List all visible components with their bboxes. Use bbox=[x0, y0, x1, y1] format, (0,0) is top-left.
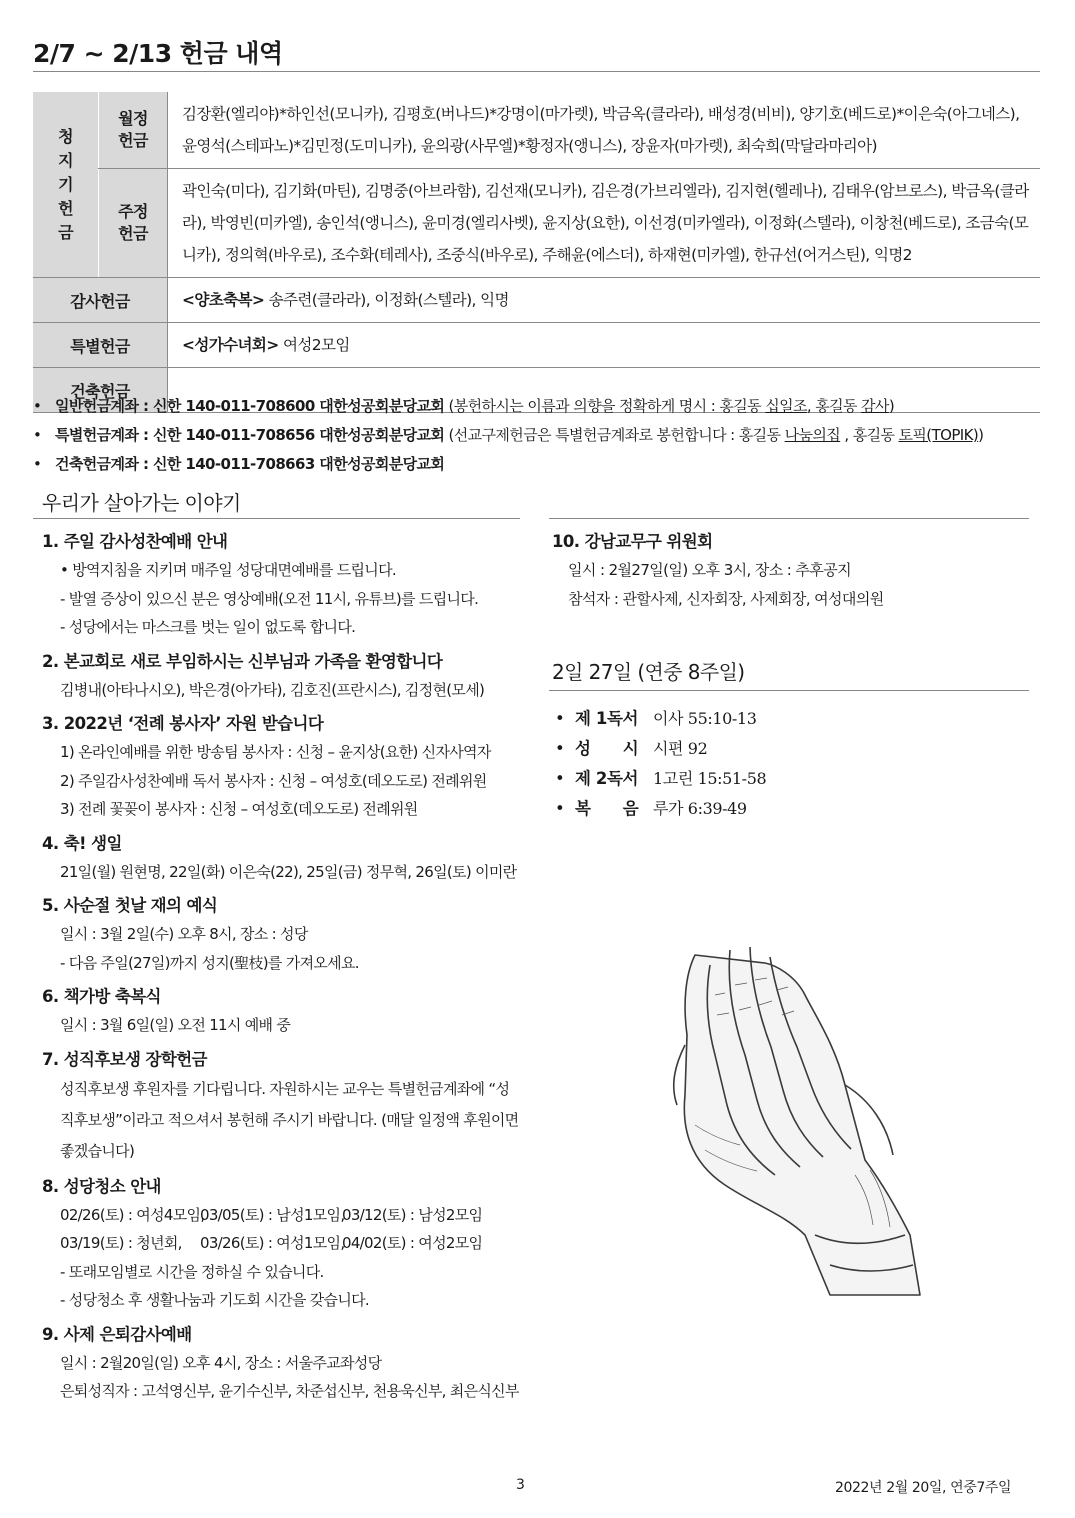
item-title: 2. 본교회로 새로 부임하시는 신부님과 가족을 환영합니다 bbox=[42, 651, 443, 671]
reading-row: • 성 시 시편 92 bbox=[555, 739, 708, 758]
item-line: 일시 : 2월20일(일) 오후 4시, 장소 : 서울주교좌성당 bbox=[60, 1353, 382, 1372]
item-line: • 방역지침을 지키며 매주일 성당대면예배를 드립니다. bbox=[60, 561, 396, 579]
offering-table bbox=[33, 92, 1040, 413]
item-line: 일시 : 3월 2일(수) 오후 8시, 장소 : 성당 bbox=[60, 925, 308, 943]
weekly-label: 주정 헌금 bbox=[99, 169, 168, 278]
building-label: 건축헌금 bbox=[33, 368, 168, 413]
thanks-label: 감사헌금 bbox=[33, 278, 168, 323]
thanks-offering bbox=[168, 278, 1041, 323]
footer-date: 2022년 2월 20일, 연중7주일 bbox=[835, 1480, 1012, 1496]
item-line: 3) 전례 꽃꽂이 봉사자 : 신청 – 여성호(데오도로) 전례위원 bbox=[60, 800, 418, 818]
story-item bbox=[42, 648, 532, 705]
grp-label: 청 지 기 헌 금 bbox=[58, 126, 73, 242]
story-divider bbox=[33, 518, 520, 519]
story-list bbox=[42, 528, 532, 1412]
item-title: 4. 축! 생일 bbox=[42, 833, 122, 853]
item-title: 10. 강남교무구 위원회 bbox=[552, 532, 713, 551]
thanks-names: 송주련(클라라), 이정화(스텔라), 익명 bbox=[264, 291, 509, 309]
general-account: • 일반헌금계좌 : 신한 140-011-708600 대한성공회분당교회 (봉헌하시는 이름과 의향을 정확하게 명시 : 홍길동 십일조, 홍길동 감사) bbox=[33, 397, 895, 415]
special-offering bbox=[168, 323, 1041, 368]
item-line: 참석자 : 관할사제, 신자회장, 사제회장, 여성대의원 bbox=[568, 589, 884, 608]
story-item bbox=[42, 892, 532, 977]
cleaning-row: 03/19(토) : 청년회, 03/26(토) : 여성1모임,04/02(토) : 여성2모임 bbox=[60, 1234, 483, 1252]
special-account: • 특별헌금계좌 : 신한 140-011-708656 대한성공회분당교회 (선교구제헌금은 특별헌금계좌로 봉헌합니다 : 홍길동 나눔의집 , 홍길동 토픽(TOPIK)) bbox=[33, 426, 984, 444]
item-line: - 성당에서는 마스크를 벗는 일이 없도록 합니다. bbox=[60, 618, 356, 636]
item-line: 김병내(아타나시오), 박은경(아가타), 김호진(프란시스), 김정현(모세) bbox=[60, 680, 485, 699]
item-line: 1) 온라인예배를 위한 방송팀 봉사자 : 신청 – 윤지상(요한) 신자사역자 bbox=[60, 743, 491, 761]
item-title: 3. 2022년 ‘전례 봉사자’ 자원 받습니다 bbox=[42, 714, 324, 733]
account-list bbox=[33, 392, 983, 479]
readings-divider bbox=[549, 690, 1029, 691]
story-item bbox=[42, 710, 532, 824]
stewardship-group-label bbox=[33, 92, 99, 278]
special-label: 특별헌금 bbox=[33, 323, 168, 368]
item-title: 9. 사제 은퇴감사예배 bbox=[42, 1324, 192, 1344]
item-title: 5. 사순절 첫날 재의 예식 bbox=[42, 896, 218, 915]
committee-item bbox=[552, 528, 1032, 613]
monthly-offering-list: 김장환(엘리야)*하인선(모니카), 김평호(버나드)*강명이(마가렛), 박금옥(클라라), 배성경(비비), 양기호(베드로)*이은숙(아그네스), 윤영석(스테파노)*김민정(도미니카), 윤의광(사무엘)*황정자(앵니스), 장윤자(마가렛), 최숙희(막달라마리아) bbox=[168, 92, 1041, 169]
story-item bbox=[42, 983, 532, 1040]
item-title: 8. 성당청소 안내 bbox=[42, 1176, 161, 1196]
item-line: - 또래모임별로 시간을 정하실 수 있습니다. bbox=[60, 1262, 324, 1281]
item-line: 성직후보생 후원자를 기다립니다. 자원하시는 교우는 특별헌금계좌에 “성직후보생”이라고 적으셔서 봉헌해 주시기 바랍니다. (매달 일정액 후원이면 좋겠습니다) bbox=[60, 1079, 519, 1160]
title-divider bbox=[33, 71, 1040, 72]
praying-hands-illustration bbox=[655, 935, 935, 1305]
item-title: 7. 성직후보생 장학헌금 bbox=[42, 1049, 207, 1069]
page-number: 3 bbox=[516, 1477, 525, 1493]
story-item bbox=[42, 1046, 532, 1167]
item-line: 일시 : 2월27일(일) 오후 3시, 장소 : 추후공지 bbox=[568, 561, 851, 579]
special-names: 여성2모임 bbox=[278, 336, 350, 354]
story-item bbox=[42, 830, 532, 887]
retirement-item bbox=[42, 1321, 532, 1406]
readings-list bbox=[555, 704, 766, 824]
next-sunday-title: 2일 27일 (연중 8주일) bbox=[552, 660, 745, 684]
item-line: - 성당청소 후 생활나눔과 기도회 시간을 갖습니다. bbox=[60, 1291, 369, 1309]
right-divider bbox=[549, 518, 1029, 519]
reading-row: • 복 음 루가 6:39-49 bbox=[555, 799, 747, 818]
cleaning-row: 02/26(토) : 여성4모임,03/05(토) : 남성1모임,03/12(토) : 남성2모임 bbox=[60, 1205, 483, 1224]
page-title: 2/7 ~ 2/13 헌금 내역 bbox=[33, 39, 283, 68]
reading-row: • 제 1독서 이사 55:10-13 bbox=[555, 709, 757, 728]
cleaning-item bbox=[42, 1173, 532, 1315]
reading-row: • 제 2독서 1고린 15:51-58 bbox=[555, 769, 767, 788]
item-line: - 다음 주일(27일)까지 성지(聖枝)를 가져오세요. bbox=[60, 953, 359, 972]
item-line: 2) 주일감사성찬예배 독서 봉사자 : 신청 – 여성호(데오도로) 전례위원 bbox=[60, 771, 487, 790]
story-item bbox=[42, 528, 532, 642]
thanks-tag: <양초축복> bbox=[182, 291, 265, 309]
item-line: 은퇴성직자 : 고석영신부, 윤기수신부, 차준섭신부, 천용욱신부, 최은식신부 bbox=[60, 1382, 519, 1400]
item-title: 6. 책가방 축복식 bbox=[42, 987, 161, 1006]
item-title: 1. 주일 감사성찬예배 안내 bbox=[42, 532, 228, 551]
special-tag: <성가수녀회> bbox=[182, 336, 279, 354]
weekly-offering-list: 곽인숙(미다), 김기화(마틴), 김명중(아브라함), 김선재(모니카), 김은경(가브리엘라), 김지현(헬레나), 김태우(암브로스), 박금옥(클라라), 박영빈(미카엘), 송인석(앵니스), 윤미경(엘리사벳), 윤지상(요한), 이선경(미카엘라), 이정화(스텔라), 이창천(베드로), 조금숙(모니카), 정의혁(바우로), 조수화(테레사), 조중식(바우로), 주해윤(에스더), 하재현(미카엘), 한규선(어거스틴), 익명2 bbox=[168, 169, 1041, 278]
building-account: • 건축헌금계좌 : 신한 140-011-708663 대한성공회분당교회 bbox=[33, 455, 445, 473]
item-line: 일시 : 3월 6일(일) 오전 11시 예배 중 bbox=[60, 1016, 291, 1034]
monthly-label: 월정 헌금 bbox=[99, 92, 168, 169]
story-section-title: 우리가 살아가는 이야기 bbox=[42, 491, 241, 515]
item-line: 21일(월) 원현명, 22일(화) 이은숙(22), 25일(금) 정무혁, 26일(토) 이미란 bbox=[60, 862, 517, 881]
item-line: - 발열 증상이 있으신 분은 영상예배(오전 11시, 유튜브)를 드립니다. bbox=[60, 589, 479, 608]
